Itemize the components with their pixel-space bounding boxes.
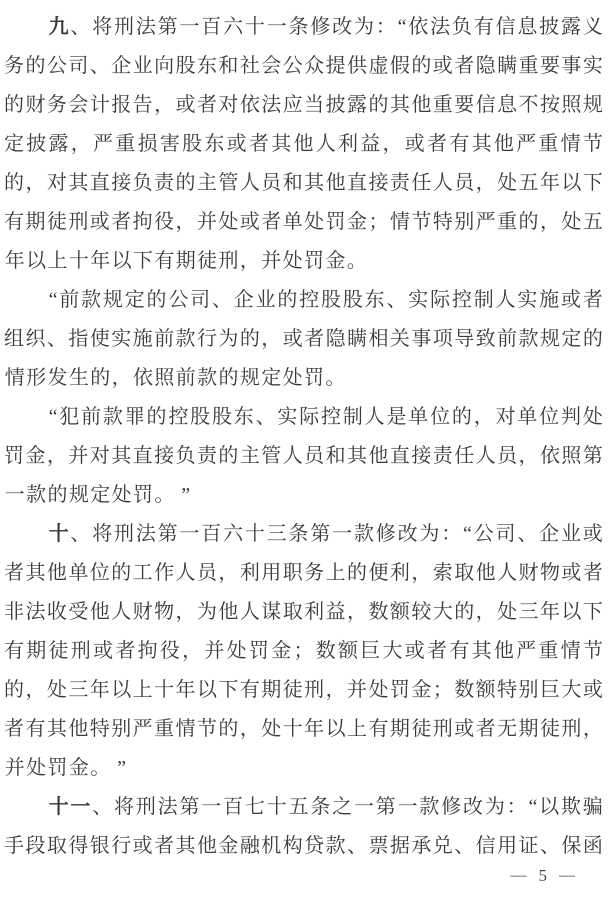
text-line: 手 段 取 得 银 行 或 者 其 他 金 融 机 构 贷 款 、 票 据 承 兑 、 信 用 证 、 保 函 xyxy=(4,835,603,857)
text-line: “ 犯 前 款 罪 的 控 股 股 东 、 实 际 控 制 人 是 单 位 的 ， 对 单 位 判 处 xyxy=(4,398,603,437)
line-indent xyxy=(4,300,47,301)
text-line: 情形发生的，依照前款的规定处罚。 xyxy=(4,367,346,389)
line-indent xyxy=(4,534,47,535)
line-indent xyxy=(4,417,47,418)
footer-dash-right: — xyxy=(559,867,575,884)
text-line: 定 披 露 ， 严 重 损 害 股 东 或 者 其 他 人 利 益 ， 或 者 有 其 他 严 重 情 节 xyxy=(4,133,603,155)
text-line: 者 有 其 他 特 别 严 重 情 节 的 ， 处 十 年 以 上 有 期 徒 刑 或 者 无 期 徒 刑 ， xyxy=(4,718,603,740)
text-line: 务 的 公 司 、 企 业 向 股 东 和 社 会 公 众 提 供 虚 假 的 或 者 隐 瞒 重 要 事 实 xyxy=(4,55,603,77)
text-line: 的 财 务 会 计 报 告 ， 或 者 对 依 法 应 当 披 露 的 其 他 重 要 信 息 不 按 照 规 xyxy=(4,94,603,116)
document-text xyxy=(4,8,603,866)
text-line: 一款的规定处罚。 ” xyxy=(4,484,191,506)
text-line: 罚 金 ， 并 对 其 直 接 负 责 的 主 管 人 员 和 其 他 直 接 责 任 人 员 ， 依 照 第 xyxy=(4,445,603,467)
text-line: 有 期 徒 刑 或 者 拘 役 ， 并 处 或 者 单 处 罚 金 ； 情 节 特 别 严 重 的 ， 处 五 xyxy=(4,211,603,233)
text-line: 的 ， 对 其 直 接 负 责 的 主 管 人 员 和 其 他 直 接 责 任 人 员 ， 处 五 年 以 下 xyxy=(4,172,603,194)
text-line: 并处罚金。 ” xyxy=(4,757,126,779)
text-line: 组 织 、 指 使 实 施 前 款 行 为 的 ， 或 者 隐 瞒 相 关 事 项 导 致 前 款 规 定 的 xyxy=(4,328,603,350)
text-line: “ 前 款 规 定 的 公 司 、 企 业 的 控 股 股 东 、 实 际 控 制 人 实 施 或 者 xyxy=(4,281,603,320)
line-indent xyxy=(4,27,47,28)
line-indent xyxy=(4,807,47,808)
text-line: 年以上十年以下有期徒刑，并处罚金。 xyxy=(4,250,367,272)
footer-dash-left: — xyxy=(510,867,527,884)
text-line: 的 ， 处 三 年 以 上 十 年 以 下 有 期 徒 刑 ， 并 处 罚 金 ； 数 额 特 别 巨 大 或 xyxy=(4,679,603,701)
page-number: 5 xyxy=(538,866,547,885)
text-line: 有 期 徒 刑 或 者 拘 役 ， 并 处 罚 金 ； 数 额 巨 大 或 者 有 其 他 严 重 情 节 xyxy=(4,640,603,662)
page-footer xyxy=(511,864,576,888)
text-line: 者 其 他 单 位 的 工 作 人 员 ， 利 用 职 务 上 的 便 利 ， 索 取 他 人 财 物 或 者 xyxy=(4,562,603,584)
text-line: 十 一 、 将 刑 法 第 一 百 七 十 五 条 之 一 第 一 款 修 改 为 ： “ 以 欺 骗 xyxy=(4,788,603,827)
text-line: 九 、 将 刑 法 第 一 百 六 十 一 条 修 改 为 ： “ 依 法 负 有 信 息 披 露 义 xyxy=(4,8,603,47)
text-line: 十 、 将 刑 法 第 一 百 六 十 三 条 第 一 款 修 改 为 ： “ 公 司 、 企 业 或 xyxy=(4,515,603,554)
text-line: 非 法 收 受 他 人 财 物 ， 为 他 人 谋 取 利 益 ， 数 额 较 大 的 ， 处 三 年 以 下 xyxy=(4,601,603,623)
